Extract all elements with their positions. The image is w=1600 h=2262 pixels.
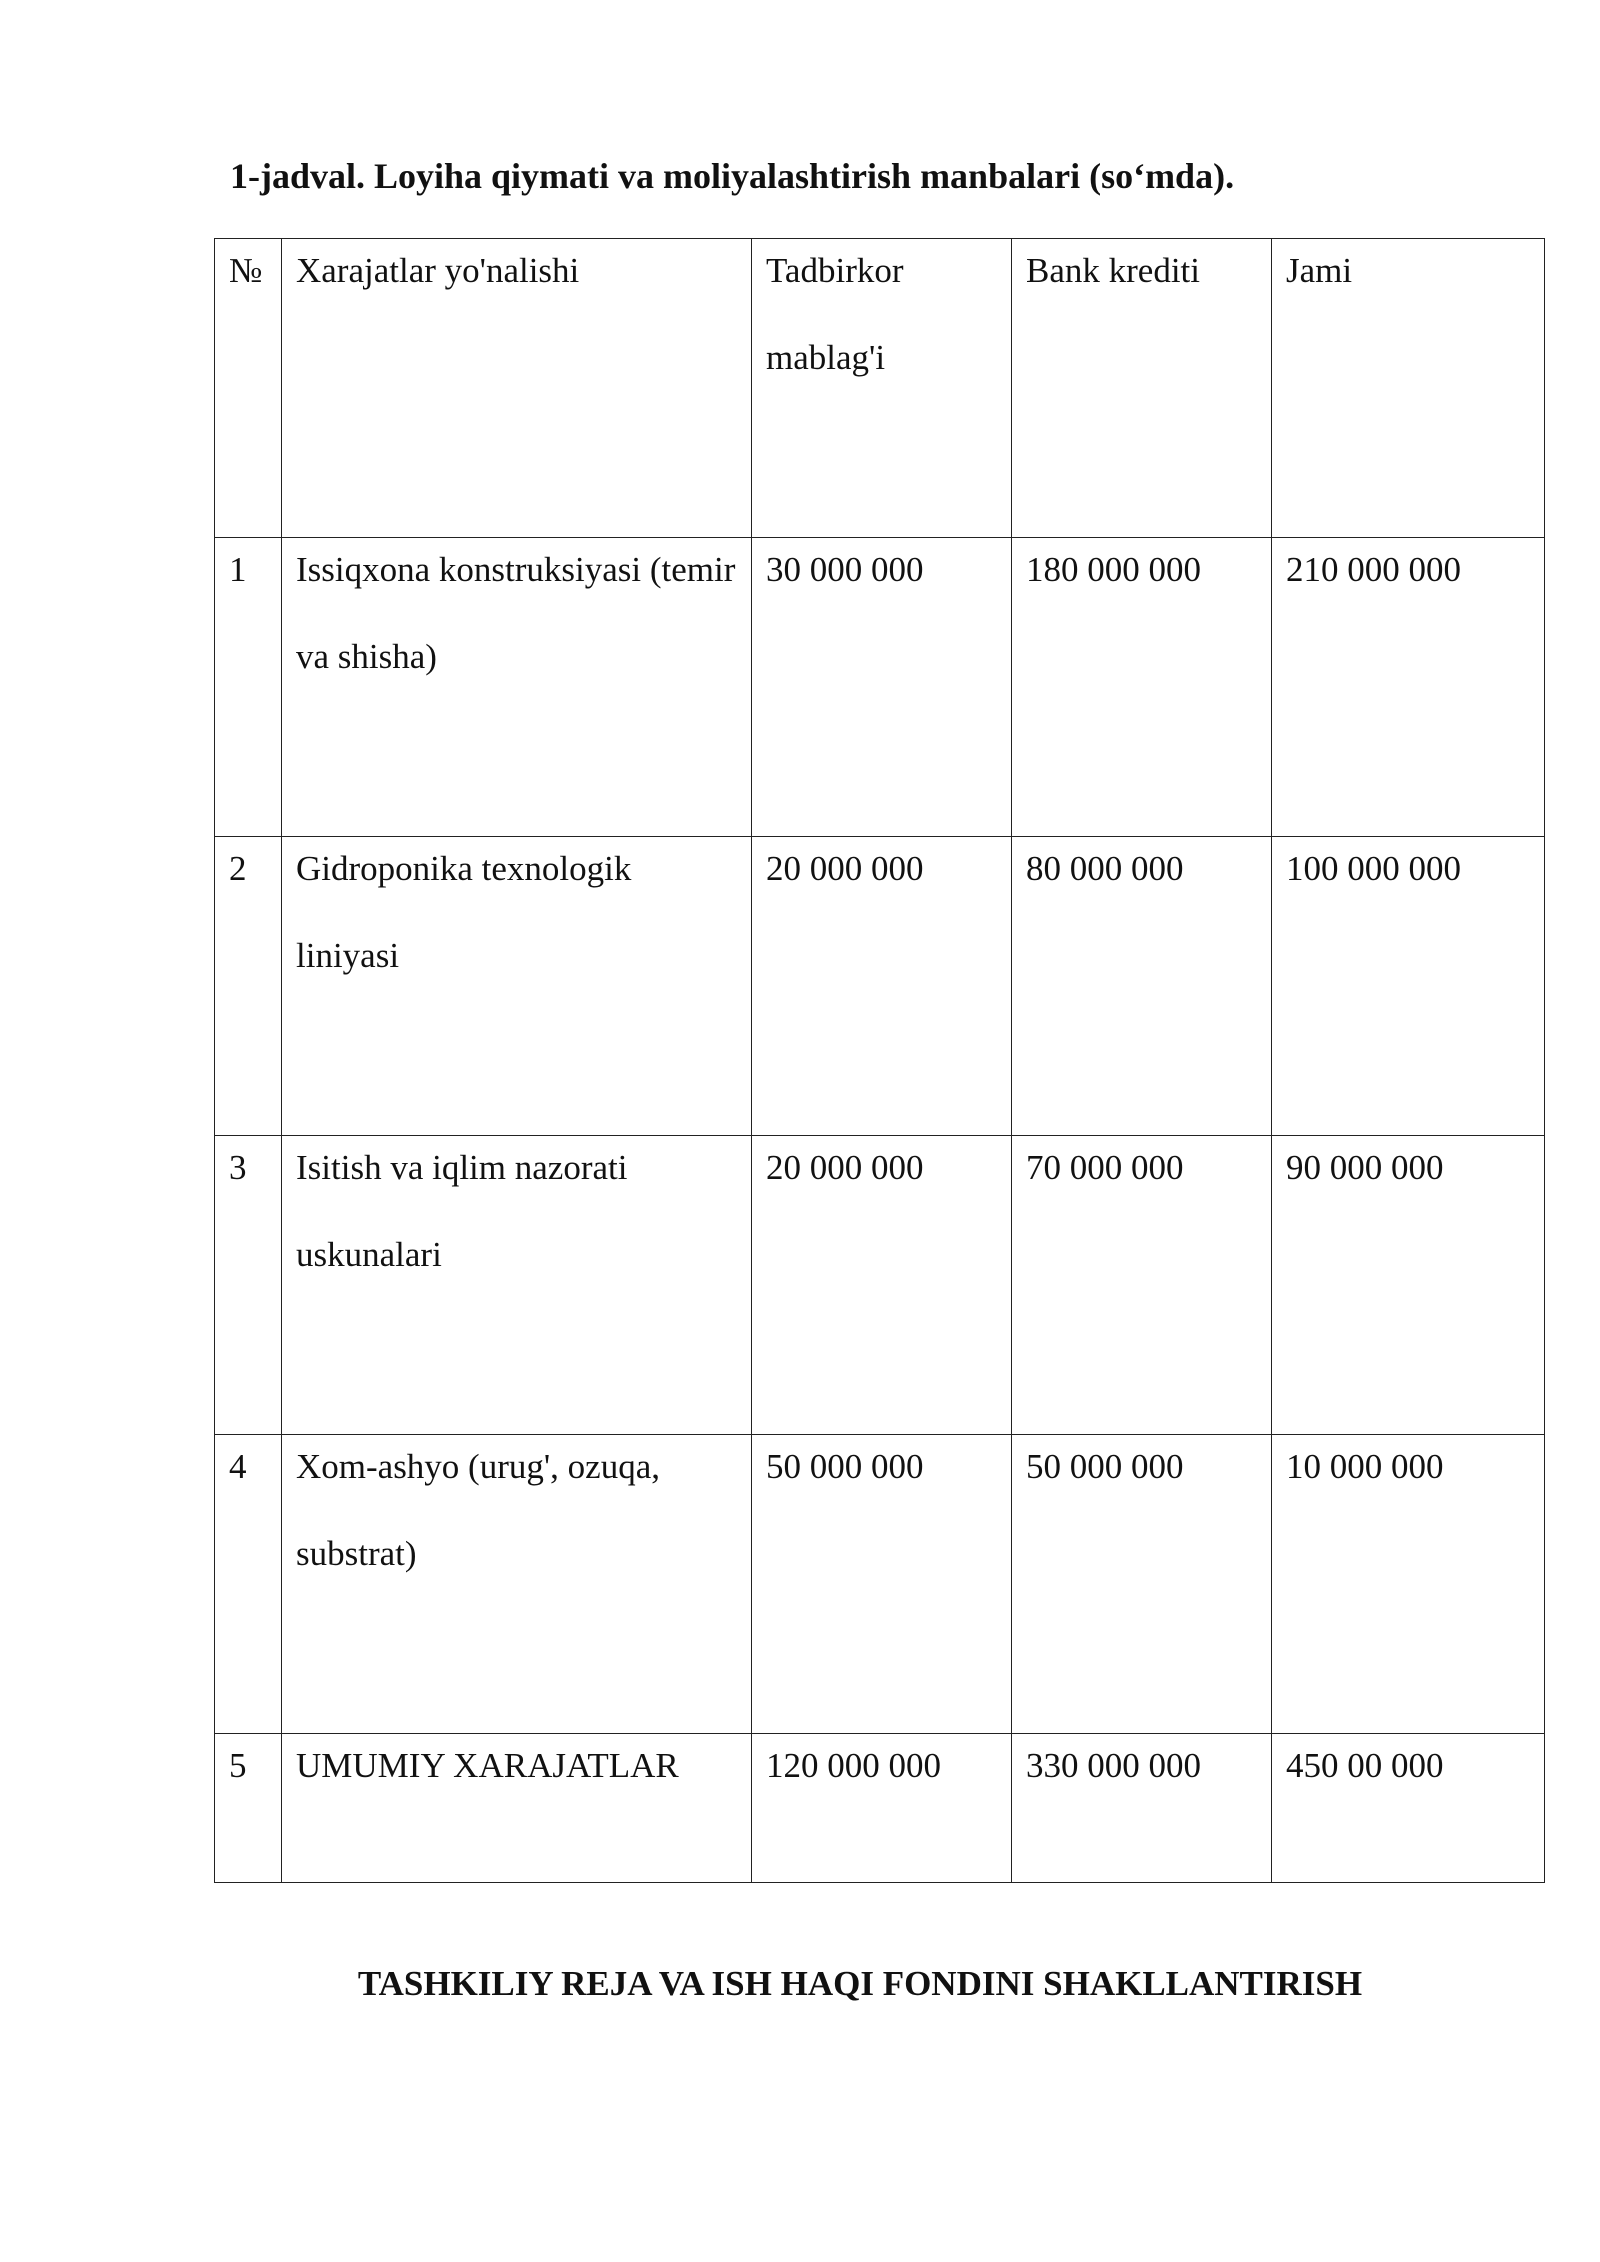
bank-credit-cell: 70 000 000 [1012,1136,1272,1435]
expense-direction-cell: Issiqxona konstruksiyasi (temir va shisha) [282,538,752,837]
header-cell-expense-direction: Xarajatlar yo'nalishi [282,239,752,538]
table-row [215,538,1545,837]
header-cell-total: Jami [1272,239,1545,538]
total-cell: 10 000 000 [1272,1435,1545,1734]
table-row [215,837,1545,1136]
table-row [215,1136,1545,1435]
bank-credit-cell: 80 000 000 [1012,837,1272,1136]
total-cell: 450 00 000 [1272,1734,1545,1883]
bank-credit-cell: 180 000 000 [1012,538,1272,837]
bank-credit-cell: 330 000 000 [1012,1734,1272,1883]
financing-table [214,238,1545,1883]
expense-direction-cell: UMUMIY XARAJATLAR [282,1734,752,1883]
table-header-row [215,239,1545,538]
row-number-cell: 4 [215,1435,282,1734]
entrepreneur-funds-cell: 120 000 000 [752,1734,1012,1883]
entrepreneur-funds-cell: 20 000 000 [752,837,1012,1136]
bank-credit-cell: 50 000 000 [1012,1435,1272,1734]
table-row-total [215,1734,1545,1883]
row-number-cell: 5 [215,1734,282,1883]
section-heading: TASHKILIY REJA VA ISH HAQI FONDINI SHAKLLANTIRISH [357,1964,1363,2003]
entrepreneur-funds-cell: 30 000 000 [752,538,1012,837]
total-cell: 100 000 000 [1272,837,1545,1136]
entrepreneur-funds-cell: 50 000 000 [752,1435,1012,1734]
header-cell-bank-credit: Bank krediti [1012,239,1272,538]
row-number-cell: 1 [215,538,282,837]
expense-direction-cell: Xom-ashyo (urug', ozuqa, substrat) [282,1435,752,1734]
total-cell: 210 000 000 [1272,538,1545,837]
header-cell-number: № [215,239,282,538]
entrepreneur-funds-cell: 20 000 000 [752,1136,1012,1435]
row-number-cell: 3 [215,1136,282,1435]
expense-direction-cell: Isitish va iqlim nazorati uskunalari [282,1136,752,1435]
total-cell: 90 000 000 [1272,1136,1545,1435]
table-row [215,1435,1545,1734]
header-cell-entrepreneur-funds: Tadbirkor mablag'i [752,239,1012,538]
table-caption: 1-jadval. Loyiha qiymati va moliyalashtirish manbalari (so‘mda). [230,156,1235,196]
row-number-cell: 2 [215,837,282,1136]
expense-direction-cell: Gidroponika texnologik liniyasi [282,837,752,1136]
